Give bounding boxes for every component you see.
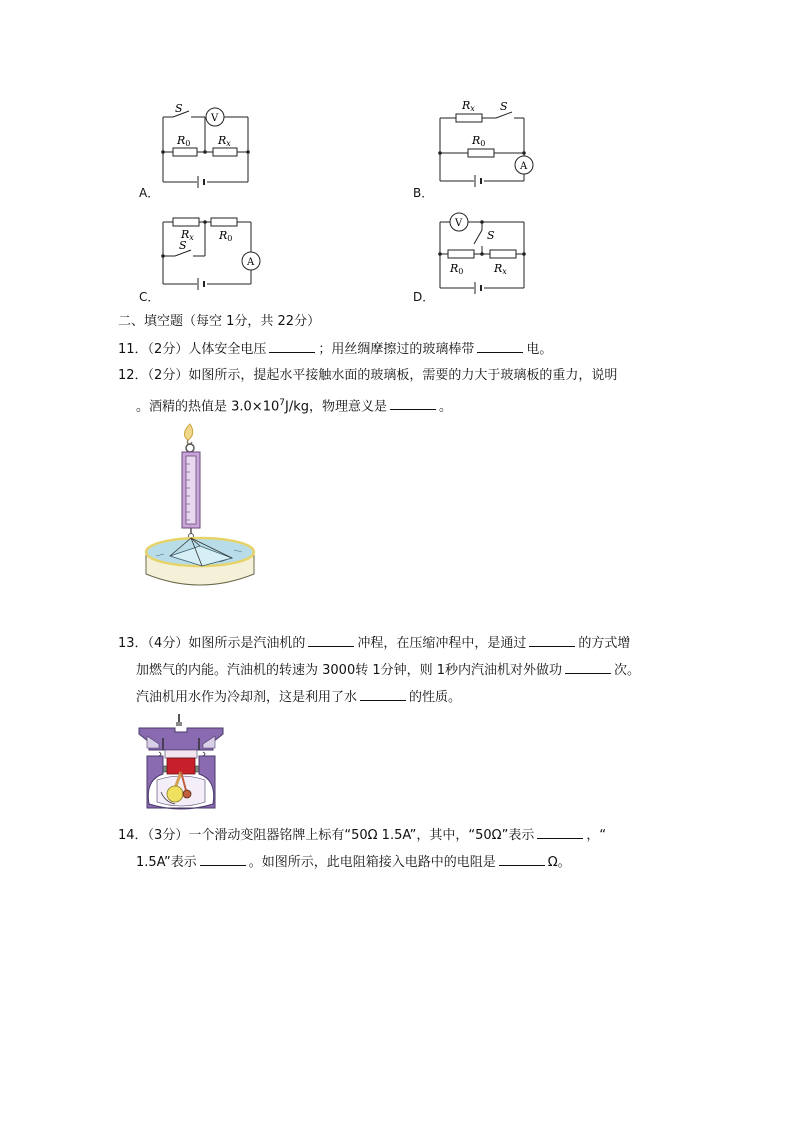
question-12-line-2: 。酒精的热值是 $3.0\times 10^7J/kg$，物理意义是 。 (136, 398, 452, 415)
rx-label: Rx (494, 262, 507, 276)
question-13-line-2: 加燃气的内能。汽油机的转速为 3000转 1分钟，则 1秒内汽油机对外做功 次。 (136, 663, 641, 678)
rx-label: Rx (462, 99, 475, 113)
option-b-label: B． (413, 186, 434, 200)
answer-blank[interactable] (390, 398, 436, 410)
q11-number: 11．（2分） (118, 342, 189, 357)
gasoline-engine-figure (135, 714, 227, 812)
answer-blank[interactable] (360, 689, 406, 701)
r0-label: R0 (219, 229, 233, 243)
answer-blank[interactable] (477, 341, 523, 353)
q14-number: 14．（3分） (118, 828, 189, 843)
q13-number: 13．（4分） (118, 636, 189, 651)
question-14-line-1: 14．（3分）一个滑动变阻器铭牌上标有“50Ω 1.5A”，其中，“50Ω”表示 ，“ (118, 828, 607, 843)
r0-label: R0 (450, 262, 464, 276)
option-c-label: C． (139, 290, 160, 304)
circuit-c-diagram (155, 208, 267, 294)
rx-label: Rx (218, 134, 231, 148)
question-13-line-1: 13．（4分）如图所示是汽油机的 冲程，在压缩冲程中，是通过 的方式增 (118, 636, 631, 651)
question-14-line-2: 1.5A”表示 。如图所示，此电阻箱接入电路中的电阻是 Ω。 (136, 855, 571, 870)
answer-blank[interactable] (308, 635, 354, 647)
switch-label: S (175, 102, 183, 115)
section-heading: 二、填空题（每空 1分，共 22分） (118, 314, 321, 329)
answer-blank[interactable] (200, 854, 246, 866)
question-12-line-1: 12．（2分）如图所示，提起水平接触水面的玻璃板，需要的力大于玻璃板的重力，说明 (118, 368, 618, 383)
rx-label: Rx (181, 228, 194, 242)
circuit-b-diagram (432, 96, 542, 192)
spring-scale-water-figure (140, 420, 260, 592)
switch-label: S (487, 229, 495, 242)
answer-blank[interactable] (269, 341, 315, 353)
answer-blank[interactable] (499, 854, 545, 866)
answer-blank[interactable] (529, 635, 575, 647)
r0-label: R0 (177, 134, 191, 148)
switch-label: S (500, 100, 508, 113)
switch-label: S (179, 239, 187, 252)
voltmeter-label: V (455, 218, 463, 229)
option-a-label: A． (139, 186, 160, 200)
answer-blank[interactable] (537, 827, 583, 839)
circuit-d-diagram (432, 208, 542, 300)
question-11: 11．（2分）人体安全电压 ；用丝绸摩擦过的玻璃棒带 电。 (118, 342, 553, 357)
question-13-line-3: 汽油机用水作为冷却剂，这是利用了水 的性质。 (136, 690, 462, 705)
option-d-label: D． (413, 290, 435, 304)
voltmeter-label: V (211, 113, 219, 124)
ammeter-label: A (520, 161, 528, 172)
r0-label: R0 (472, 134, 486, 148)
ammeter-label: A (247, 257, 255, 268)
q12-number: 12．（2分） (118, 368, 189, 383)
circuit-a-diagram (155, 100, 260, 192)
answer-blank[interactable] (565, 662, 611, 674)
